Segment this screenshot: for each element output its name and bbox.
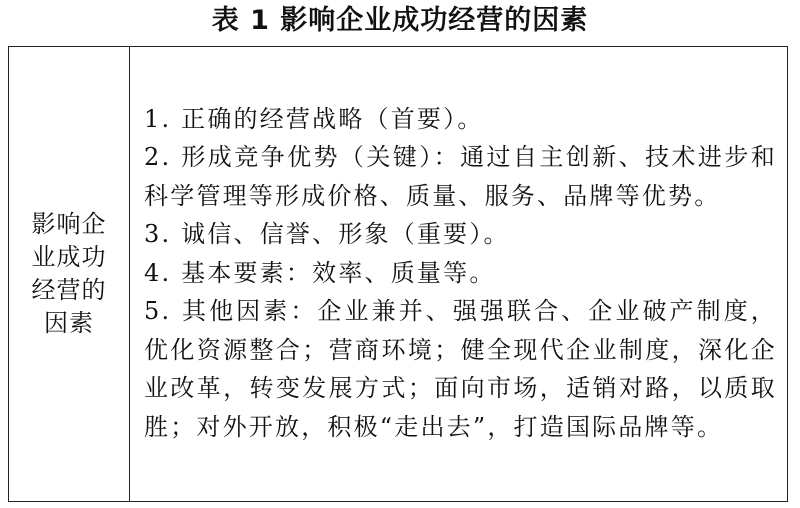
factor-table-container — [8, 46, 788, 502]
table-caption: 表 1 影响企业成功经营的因素 — [211, 5, 589, 36]
content-cell — [130, 47, 788, 502]
factor-item-5: 5. 其他因素：企业兼并、强强联合、企业破产制度，优化资源整合；营商环境；健全现代企业制度，深化企业改革，转变发展方式；面向市场，适销对路，以质取胜；对外开放，积极“走出去”，打造国际品牌等。 — [144, 297, 777, 441]
factor-item-1: 1. 正确的经营战略（首要）。 — [144, 104, 484, 133]
factor-item-4: 4. 基本要素：效率、质量等。 — [144, 258, 496, 287]
factor-table — [8, 46, 788, 502]
row-header-line: 影响企 — [31, 210, 107, 238]
factor-item-2: 2. 形成竞争优势（关键）：通过自主创新、技术进步和科学管理等形成价格、质量、服务、品牌等优势。 — [144, 143, 777, 210]
row-header-text — [9, 208, 129, 340]
factor-item-3: 3. 诚信、信誉、形象（重要）。 — [144, 220, 510, 249]
row-header-line: 经营的 — [31, 276, 107, 304]
table-row — [9, 47, 788, 502]
row-header-line: 因素 — [44, 309, 94, 337]
row-header-cell — [9, 47, 130, 502]
row-header-line: 业成功 — [31, 243, 107, 271]
